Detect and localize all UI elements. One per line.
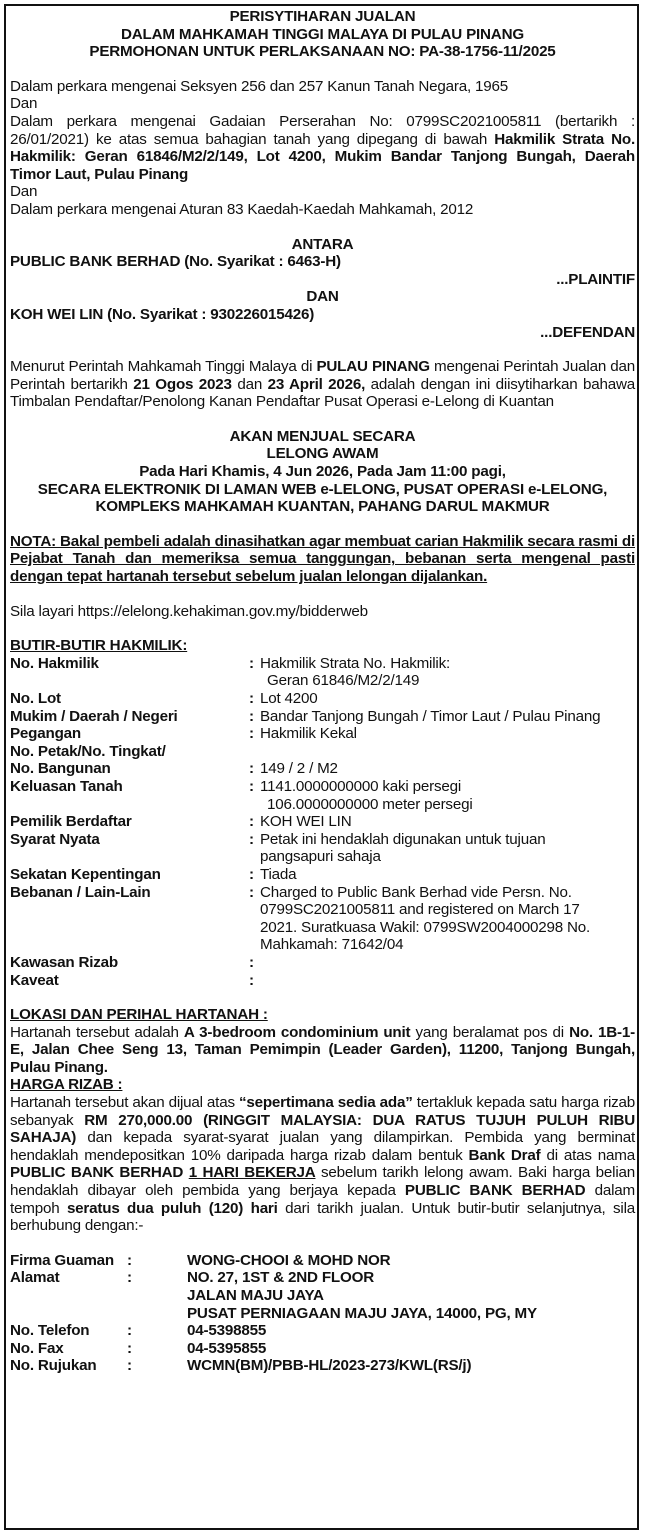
firm-row-fax: No. Fax : 04-5395855 <box>10 1339 267 1357</box>
detail-row-mukim: Mukim / Daerah / Negeri : Bandar Tanjong Bungah / Timor Laut / Pulau Pinang <box>10 707 601 725</box>
detail-row-pemilik: Pemilik Berdaftar : KOH WEI LIN <box>10 813 352 831</box>
location-paragraph: Hartanah tersebut adalah A 3-bedroom condominium unit yang beralamat pos di No. 1B-1-E, Jalan Chee Seng 13, Taman Pemimpin (Leader Garden), 11200, Tanjong Bungah, Pulau Pinang. <box>10 1023 635 1076</box>
detail-row-kaveat: Kaveat : <box>10 971 254 989</box>
nota-paragraph: NOTA: Bakal pembeli adalah dinasihatkan agar membuat carian Hakmilik secara rasmi di Pejabat Tanah dan memeriksa semua tanggungan, bebanan serta mengenal pasti dengan tepat hartanah tersebut sebelum jualan lelongan dijalankan. <box>10 532 635 586</box>
matter-dan-1: Dan <box>10 95 38 113</box>
defendant-role: ...DEFENDAN <box>540 323 635 341</box>
reserve-heading: HARGA RIZAB : <box>10 1076 123 1094</box>
elelong-link[interactable]: Sila layari https://elelong.kehakiman.gov.my/bidderweb <box>10 602 368 620</box>
detail-row-petak: No. Petak/No. Tingkat/ <box>10 742 166 760</box>
matter-1: Dalam perkara mengenai Seksyen 256 dan 257 Kanun Tanah Negara, 1965 <box>10 77 508 95</box>
detail-row-bangunan: No. Bangunan : 149 / 2 / M2 <box>10 760 338 778</box>
auction-announcement <box>10 428 635 516</box>
dan-label: DAN <box>306 288 339 306</box>
firm-row-reference: No. Rujukan : WCMN(BM)/PBB-HL/2023-273/KWL(RS/j) <box>10 1357 472 1375</box>
auction-line-2: LELONG AWAM <box>266 445 379 463</box>
title-details-section <box>10 637 635 989</box>
detail-row-sekatan: Sekatan Kepentingan : Tiada <box>10 865 297 883</box>
plaintiff-name: PUBLIC BANK BERHAD (No. Syarikat : 6463-H) <box>10 253 341 271</box>
header-title: PERISYTIHARAN JUALAN <box>229 8 416 25</box>
parties-section <box>10 236 635 342</box>
detail-row-lot: No. Lot : Lot 4200 <box>10 690 318 707</box>
auction-venue-1: SECARA ELEKTRONIK DI LAMAN WEB e-LELONG, PUSAT OPERASI e-LELONG, <box>37 480 608 498</box>
detail-row-keluasan: Keluasan Tanah : 1141.0000000000 kaki persegi 106.0000000000 meter persegi <box>10 777 473 813</box>
antara-label: ANTARA <box>291 235 354 253</box>
notice-header <box>10 8 635 61</box>
detail-row-bebanan: Bebanan / Lain-Lain : Charged to Public Bank Berhad vide Persn. No. 0799SC2021005811 and registered on March 17 2021. Suratkuasa Wakil: 0799SW2004000298 No. Mahkamah: 71642/04 <box>10 883 591 954</box>
auction-date-time: Pada Hari Khamis, 4 Jun 2026, Pada Jam 11:00 pagi, <box>139 463 506 481</box>
firm-row-name: Firma Guaman : WONG-CHOOI & MOHD NOR <box>10 1251 391 1269</box>
header-court: DALAM MAHKAMAH TINGGI MALAYA DI PULAU PINANG <box>121 25 524 43</box>
title-details-heading: BUTIR-BUTIR HAKMILIK: <box>10 637 188 655</box>
detail-row-syarat: Syarat Nyata : Petak ini hendaklah digunakan untuk tujuan pangsapuri sahaja <box>10 830 546 866</box>
auction-line-1: AKAN MENJUAL SECARA <box>229 427 416 445</box>
firm-row-address: Alamat : NO. 27, 1ST & 2ND FLOOR JALAN MAJU JAYA PUSAT PERNIAGAAN MAJU JAYA, 14000, PG, MY <box>10 1269 537 1322</box>
matters-section <box>10 78 635 219</box>
court-order-paragraph: Menurut Perintah Mahkamah Tinggi Malaya di PULAU PINANG mengenai Perintah Jualan dan Perintah bertarikh 21 Ogos 2023 dan 23 April 2026, adalah dengan ini diisytiharkan bahawa Timbalan Pendaftar/Penolong Kanan Pendaftar Pusat Operasi e-Lelong di Kuantan <box>10 358 635 411</box>
matter-dan-2: Dan <box>10 183 38 201</box>
reserve-paragraph: Hartanah tersebut akan dijual atas “sepertimana sedia ada” tertakluk kepada satu harga rizab sebanyak RM 270,000.00 (RINGGIT MALAYSIA: DUA RATUS TUJUH PULUH RIBU SAHAJA) dan kepada syarat-syarat jualan yang dilampirkan. Pembida yang berminat hendaklah mendepositkan 10% daripada harga rizab dalam bentuk Bank Draf di atas nama PUBLIC BANK BERHAD 1 HARI BEKERJA sebelum tarikh lelong awam. Baki harga belian hendaklah dibayar oleh pembida yang berjaya kepada PUBLIC BANK BERHAD dalam tempoh seratus dua puluh (120) hari dari tarikh jualan. Untuk butir-butir selanjutnya, sila berhubung dengan:- <box>10 1094 636 1235</box>
matter-2: Dalam perkara mengenai Gadaian Perserahan No: 0799SC2021005811 (bertarikh : 26/01/2021) ke atas semua bahagian tanah yang dipegang di bawah Hakmilik Strata No. Hakmilik: Geran 61846/M2/2/149, Lot 4200, Mukim Bandar Tanjong Bungah, Daerah Timor Laut, Pulau Pinang <box>10 112 636 183</box>
location-heading: LOKASI DAN PERIHAL HARTANAH : <box>10 1006 268 1024</box>
firm-row-phone: No. Telefon : 04-5398855 <box>10 1322 267 1340</box>
law-firm-section <box>10 1252 635 1375</box>
plaintiff-role: ...PLAINTIF <box>556 270 635 288</box>
defendant-name: KOH WEI LIN (No. Syarikat : 930226015426) <box>10 305 315 323</box>
location-section <box>10 1006 635 1235</box>
sale-notice <box>10 8 635 1375</box>
detail-row-hakmilik: No. Hakmilik : Hakmilik Strata No. Hakmilik: Geran 61846/M2/2/149 <box>10 654 450 690</box>
matter-3: Dalam perkara mengenai Aturan 83 Kaedah-Kaedah Mahkamah, 2012 <box>10 200 474 218</box>
detail-row-kawasan-rizab: Kawasan Rizab : <box>10 953 254 971</box>
detail-row-pegangan: Pegangan : Hakmilik Kekal <box>10 725 357 743</box>
auction-venue-2: KOMPLEKS MAHKAMAH KUANTAN, PAHANG DARUL MAKMUR <box>95 498 550 516</box>
header-application-no: PERMOHONAN UNTUK PERLAKSANAAN NO: PA-38-1756-11/2025 <box>89 43 556 61</box>
